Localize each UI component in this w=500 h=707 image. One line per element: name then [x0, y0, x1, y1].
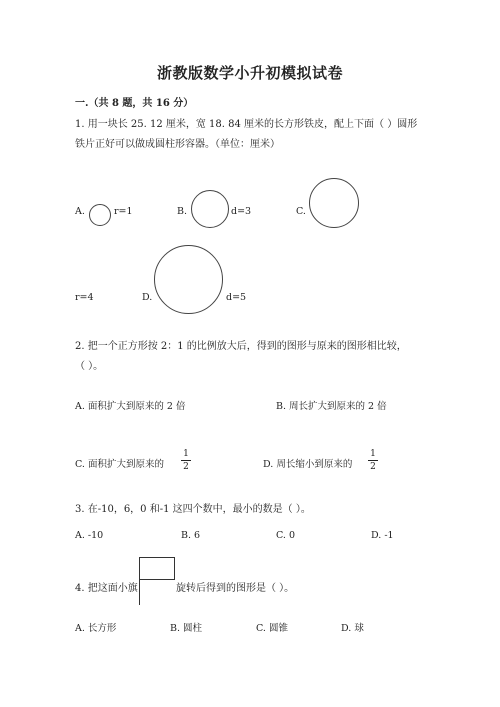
q1-option-c-radius: r=4 [75, 292, 94, 303]
fraction-numerator: 1 [183, 449, 189, 459]
fraction-numerator: 1 [370, 449, 376, 459]
q2-option-a: A. 面积扩大到原来的 2 倍 [75, 401, 186, 412]
fraction-denominator: 2 [183, 462, 189, 472]
q3-option-b: B. 6 [181, 530, 201, 541]
flag-icon [139, 557, 175, 580]
q1-text-line1: 1. 用一块长 25. 12 厘米，宽 18. 84 厘米的长方形铁皮，配上下面（ ）圆形 [75, 119, 418, 130]
q4-text-pre: 4. 把这面小旗 [75, 583, 138, 594]
q1-text-line2: 铁片正好可以做成圆柱形容器。（单位：厘米） [75, 139, 280, 150]
q2-option-d-fraction [368, 449, 378, 472]
q2-option-b: B. 周长扩大到原来的 2 倍 [276, 401, 387, 412]
q3-option-a: A. -10 [75, 530, 104, 541]
q1-option-d-label: D. [142, 292, 153, 303]
fraction-denominator: 2 [370, 462, 376, 472]
q1-option-b-label: B. [177, 206, 188, 217]
q3-text: 3. 在-10，6，0 和-1 这四个数中，最小的数是（ ）。 [75, 504, 311, 515]
q1-option-a-label: A. [75, 206, 85, 217]
q3-option-d: D. -1 [371, 530, 394, 541]
q4-option-c: C. 圆锥 [256, 623, 288, 634]
q1-option-d-circle [154, 245, 223, 314]
q1-option-c-label: C. [296, 206, 306, 217]
q4-option-d: D. 球 [341, 623, 364, 634]
q1-option-a-circle [89, 204, 111, 226]
fraction-bar [368, 460, 378, 461]
q4-option-b: B. 圆柱 [170, 623, 203, 634]
q4-text-post: 旋转后得到的图形是（ ）。 [176, 583, 295, 594]
q1-option-b-circle [191, 190, 229, 228]
q2-option-d: D. 周长缩小到原来的 [263, 459, 353, 470]
q2-text-line2: （ ）。 [75, 361, 104, 372]
q2-text-line1: 2. 把一个正方形按 2：1 的比例放大后，得到的图形与原来的图形相比较， [75, 341, 407, 352]
fraction-bar [181, 460, 191, 461]
q1-option-c-circle [309, 178, 359, 228]
q3-option-c: C. 0 [276, 530, 296, 541]
page-title: 浙教版数学小升初模拟试卷 [156, 64, 343, 82]
section-header: 一.（共 8 题，共 16 分） [75, 98, 194, 109]
q2-option-c: C. 面积扩大到原来的 [75, 459, 164, 470]
q1-option-d-diameter: d=5 [226, 292, 247, 303]
q2-option-c-fraction [181, 449, 191, 472]
q1-option-a-radius: r=1 [114, 206, 133, 217]
q4-option-a: A. 长方形 [75, 623, 117, 634]
q1-option-b-diameter: d=3 [231, 206, 252, 217]
